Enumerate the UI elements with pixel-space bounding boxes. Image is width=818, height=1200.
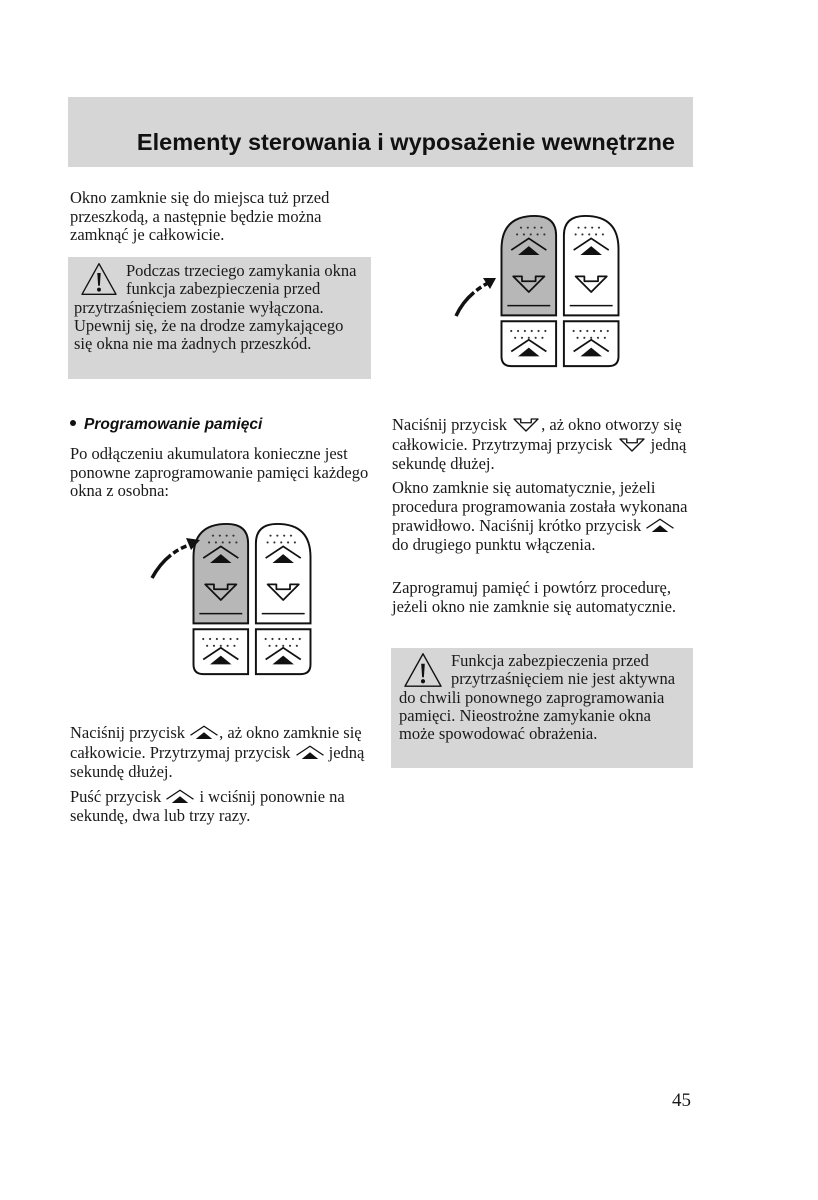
- warning-box-2: [391, 648, 693, 768]
- header-band: [68, 97, 693, 167]
- window-switch-diagram-1: [450, 214, 630, 372]
- step-1-paragraph: [70, 723, 375, 782]
- step-3-paragraph: [392, 415, 694, 474]
- window-open-button-icon: [511, 415, 541, 435]
- step-1-text-a: Naciśnij przycisk: [70, 723, 186, 742]
- warning-triangle-icon: [80, 262, 118, 296]
- step-1-text-b: , aż okno zamknie się całkowicie. Przytrzymaj przycisk: [70, 723, 362, 762]
- step-4-text-a: Okno zamknie się automatycznie, jeżeli procedura programowania została wykonana prawidłowo. Naciśnij krótko przycisk: [392, 478, 688, 535]
- step-4-text-b: do drugiego punktu włączenia.: [392, 535, 596, 554]
- warning-2-text: Funkcja zabezpieczenia przed przytrzaśnięciem nie jest aktywna do chwili ponownego zaprogramowania pamięci. Nieostrożne zamykanie okna może spowodować obrażenia.: [399, 651, 676, 744]
- page-number: 45: [672, 1090, 691, 1111]
- step-2-text-a: Puść przycisk: [70, 787, 162, 806]
- step-2-text-b: i wciśnij ponownie na sekundę, dwa lub trzy razy.: [70, 787, 345, 825]
- intro-paragraph: Okno zamknie się do miejsca tuż przed przeszkodą, a następnie będzie można zamknąć je całkowicie.: [70, 188, 330, 244]
- warning-1-text: Podczas trzeciego zamykania okna funkcja zabezpieczenia przed przytrzaśnięciem zostanie wyłączona. Upewnij się, że na drodze zamykającego się okna nie ma żadnych przeszkód.: [74, 261, 357, 354]
- step-3-text-c: jedną sekundę dłużej.: [392, 435, 687, 473]
- page-title: Elementy sterowania i wyposażenie wewnętrzne: [136, 129, 675, 155]
- window-close-button-icon: [189, 723, 219, 743]
- section-heading: [70, 416, 262, 434]
- section-intro: Po odłączeniu akumulatora konieczne jest ponowne zaprogramowanie pamięci każdego okna z osobna:: [70, 444, 369, 500]
- step-3-text-a: Naciśnij przycisk: [392, 415, 508, 434]
- step-1-text-c: jedną sekundę dłużej.: [70, 743, 365, 781]
- bullet-icon: [70, 420, 76, 426]
- window-open-button-icon: [617, 435, 647, 455]
- warning-triangle-icon: [403, 652, 443, 688]
- step-3-text-b: , aż okno otworzy się całkowicie. Przytrzymaj przycisk: [392, 415, 682, 454]
- section-heading-text: Programowanie pamięci: [84, 416, 263, 433]
- warning-box-1: [68, 257, 371, 379]
- step-2-paragraph: [70, 787, 375, 826]
- window-switch-diagram-2: [148, 522, 324, 682]
- window-close-button-icon: [165, 787, 195, 807]
- step-4-paragraph: [392, 479, 694, 555]
- step-5-paragraph: Zaprogramuj pamięć i powtórz procedurę, jeżeli okno nie zamknie się automatycznie.: [392, 578, 677, 616]
- window-close-button-icon: [295, 743, 325, 763]
- window-close-button-icon: [645, 516, 675, 536]
